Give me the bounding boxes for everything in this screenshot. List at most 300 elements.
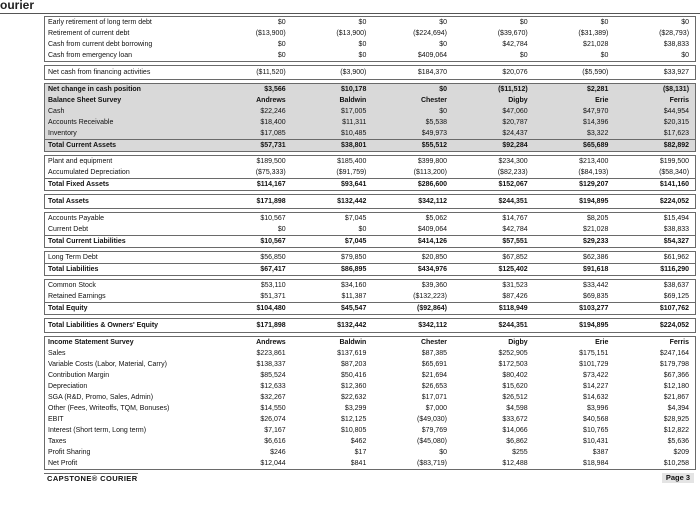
column-header: Andrews xyxy=(256,339,286,346)
row-label: Cash from emergency loan xyxy=(48,52,133,59)
cell-value: $57,731 xyxy=(260,142,286,149)
cell-value: $116,290 xyxy=(660,266,690,273)
row-label: Retained Earnings xyxy=(48,293,106,300)
cell-value: $224,052 xyxy=(659,322,690,329)
long-term-row xyxy=(45,252,695,263)
cell-value: ($28,793) xyxy=(659,30,690,37)
cell-value: $7,167 xyxy=(264,427,286,434)
cell-value: $11,311 xyxy=(342,119,367,126)
cell-value: $69,125 xyxy=(663,293,690,300)
fixed-asset-row xyxy=(45,156,695,167)
cell-value: $69,835 xyxy=(583,293,609,300)
cell-value: $22,632 xyxy=(341,394,367,401)
cell-value: $194,895 xyxy=(579,198,609,205)
row-label: Taxes xyxy=(48,438,67,445)
cell-value: $10,567 xyxy=(260,215,286,222)
financing-row xyxy=(45,39,695,50)
cell-value: $387 xyxy=(592,449,609,456)
cell-value: $0 xyxy=(681,52,690,59)
cell-value: $0 xyxy=(600,52,609,59)
net-financing-row-wrap xyxy=(45,66,695,79)
cell-value: $129,207 xyxy=(579,181,609,188)
cell-value: $24,437 xyxy=(502,130,528,137)
cell-value: $2,281 xyxy=(586,86,609,93)
fixed-assets-rows xyxy=(45,156,695,190)
cell-value: $21,028 xyxy=(583,226,609,233)
income-header-row xyxy=(45,337,695,348)
cell-value: $132,442 xyxy=(337,322,367,329)
column-header: Ferris xyxy=(669,339,690,346)
cell-value: $12,044 xyxy=(260,460,286,467)
cell-value: ($82,233) xyxy=(497,169,528,176)
cell-value: $82,892 xyxy=(663,142,690,149)
cell-value: $34,160 xyxy=(341,282,367,289)
cell-value: $462 xyxy=(350,438,367,445)
cell-value: $125,402 xyxy=(498,266,528,273)
row-label: Retirement of current debt xyxy=(48,30,130,37)
income-row xyxy=(45,359,695,370)
cell-value: $184,370 xyxy=(417,69,448,76)
cell-value: $15,620 xyxy=(502,383,528,390)
column-header: Digby xyxy=(508,97,528,104)
cell-value: $7,000 xyxy=(425,405,448,412)
cell-value: $185,400 xyxy=(337,158,367,165)
cell-value: $26,512 xyxy=(502,394,528,401)
cell-value: $5,062 xyxy=(425,215,448,222)
cell-value: $104,480 xyxy=(256,305,286,312)
cell-value: $14,767 xyxy=(502,215,528,222)
cell-value: $0 xyxy=(439,86,448,93)
row-label: Depreciation xyxy=(48,383,88,390)
cell-value: $87,203 xyxy=(341,361,367,368)
cell-value: $39,360 xyxy=(421,282,448,289)
cell-value: $18,400 xyxy=(260,119,286,126)
cell-value: ($84,193) xyxy=(578,169,609,176)
cell-value: $3,566 xyxy=(264,86,286,93)
balance-header-row xyxy=(45,95,695,106)
cell-value: $252,905 xyxy=(498,350,528,357)
financing-rows xyxy=(45,17,695,61)
cell-value: $49,973 xyxy=(421,130,448,137)
cell-value: $3,299 xyxy=(344,405,367,412)
cell-value: $10,765 xyxy=(583,427,609,434)
cell-value: $47,970 xyxy=(583,108,609,115)
cell-value: $87,385 xyxy=(421,350,448,357)
cell-value: $5,538 xyxy=(425,119,448,126)
cell-value: $0 xyxy=(439,449,448,456)
cell-value: $6,862 xyxy=(506,438,528,445)
cell-value: $11,387 xyxy=(341,293,367,300)
row-label: Profit Sharing xyxy=(48,449,91,456)
column-header: Andrews xyxy=(256,97,286,104)
cell-value: $286,600 xyxy=(417,181,448,188)
net-financing-section xyxy=(44,65,696,80)
cell-value: $21,028 xyxy=(583,41,609,48)
cell-value: $179,798 xyxy=(659,361,690,368)
equity-rows xyxy=(45,280,695,314)
cell-value: $92,284 xyxy=(502,142,528,149)
page-header xyxy=(0,0,700,14)
income-row xyxy=(45,447,695,458)
page-header-title: ourier xyxy=(0,0,35,12)
cell-value: $132,442 xyxy=(337,198,367,205)
row-label: Cash xyxy=(48,108,65,115)
total-assets-section xyxy=(44,194,696,209)
cell-value: $22,246 xyxy=(260,108,286,115)
row-label: Contribution Margin xyxy=(48,372,110,379)
cell-value: $12,822 xyxy=(663,427,690,434)
cell-value: $26,653 xyxy=(421,383,448,390)
cell-value: $28,925 xyxy=(663,416,690,423)
income-row xyxy=(45,414,695,425)
cell-value: $255 xyxy=(512,449,528,456)
cell-value: $209 xyxy=(673,449,690,456)
cell-value: $26,074 xyxy=(260,416,286,423)
cell-value: ($39,670) xyxy=(497,30,528,37)
equity-section xyxy=(44,279,696,315)
column-header: Baldwin xyxy=(339,97,367,104)
cell-value: $0 xyxy=(277,19,286,26)
cell-value: $79,769 xyxy=(421,427,448,434)
current-asset-row xyxy=(45,128,695,139)
total-liab-equity-row xyxy=(45,319,695,332)
current-asset-row xyxy=(45,117,695,128)
cell-value: $189,500 xyxy=(256,158,286,165)
row-label: SGA (R&D, Promo, Sales, Admin) xyxy=(48,394,154,401)
cell-value: $17 xyxy=(354,449,367,456)
cell-value: $10,805 xyxy=(341,427,367,434)
cell-value: $414,126 xyxy=(417,238,448,245)
row-label: Interest (Short term, Long term) xyxy=(48,427,147,434)
cell-value: $79,850 xyxy=(341,254,367,261)
cell-value: $21,694 xyxy=(421,372,448,379)
cell-value: $17,623 xyxy=(663,130,690,137)
cell-value: $171,898 xyxy=(256,198,286,205)
cell-value: $10,485 xyxy=(341,130,367,137)
fixed-assets-section xyxy=(44,155,696,191)
row-label: Sales xyxy=(48,350,66,357)
cell-value: $38,833 xyxy=(663,41,690,48)
row-label: Accounts Payable xyxy=(48,215,105,222)
cell-value: $15,494 xyxy=(663,215,690,222)
cell-value: $80,402 xyxy=(502,372,528,379)
cell-value: $114,167 xyxy=(256,181,286,188)
income-row xyxy=(45,458,695,469)
cell-value: $0 xyxy=(519,52,528,59)
row-label: Total Fixed Assets xyxy=(48,181,110,188)
row-label: Plant and equipment xyxy=(48,158,113,165)
row-label: Net change in cash position xyxy=(48,86,141,93)
cell-value: $7,045 xyxy=(344,215,367,222)
total-assets-row xyxy=(45,195,695,208)
cell-value: $17,071 xyxy=(421,394,448,401)
income-row xyxy=(45,348,695,359)
income-rows xyxy=(45,348,695,469)
cell-value: $4,394 xyxy=(667,405,690,412)
cell-value: ($13,900) xyxy=(255,30,286,37)
cell-value: $38,801 xyxy=(341,142,367,149)
financing-section xyxy=(44,16,696,62)
income-row xyxy=(45,425,695,436)
cell-value: $0 xyxy=(358,226,367,233)
cell-value: $12,633 xyxy=(260,383,286,390)
balance-header-label: Balance Sheet Survey xyxy=(48,97,122,104)
cell-value: $409,064 xyxy=(417,226,448,233)
report-sheet xyxy=(44,16,696,483)
cell-value: $152,067 xyxy=(498,181,528,188)
row-label: Early retirement of long term debt xyxy=(48,19,152,26)
cell-value: $20,315 xyxy=(663,119,690,126)
income-statement-section xyxy=(44,336,696,470)
cell-value: $0 xyxy=(358,19,367,26)
cell-value: $3,322 xyxy=(586,130,609,137)
net-change-row-wrap xyxy=(45,84,695,95)
cell-value: $194,895 xyxy=(579,322,609,329)
cell-value: $107,762 xyxy=(659,305,690,312)
cell-value: ($11,512) xyxy=(498,86,528,93)
cell-value: $199,500 xyxy=(659,158,690,165)
long-term-row xyxy=(45,263,695,275)
fixed-asset-row xyxy=(45,167,695,178)
cell-value: $12,488 xyxy=(502,460,528,467)
page-number: Page 3 xyxy=(662,473,694,483)
net-change-row xyxy=(45,84,695,95)
cell-value: $434,976 xyxy=(417,266,448,273)
income-row xyxy=(45,403,695,414)
cell-value: $54,327 xyxy=(663,238,690,245)
cell-value: $0 xyxy=(600,19,609,26)
cell-value: ($49,030) xyxy=(417,416,448,423)
cell-value: $33,442 xyxy=(583,282,609,289)
cell-value: ($132,223) xyxy=(413,293,448,300)
row-label: Net cash from financing activities xyxy=(48,69,151,76)
header-rule xyxy=(0,13,700,14)
cell-value: $12,360 xyxy=(341,383,367,390)
cell-value: $61,962 xyxy=(663,254,690,261)
cell-value: ($91,759) xyxy=(336,169,367,176)
row-label: Total Assets xyxy=(48,198,89,205)
row-label: Accounts Receivable xyxy=(48,119,114,126)
cell-value: $0 xyxy=(439,108,448,115)
cell-value: ($113,200) xyxy=(413,169,448,176)
current-liability-row xyxy=(45,213,695,224)
row-label: EBIT xyxy=(48,416,64,423)
cell-value: $6,616 xyxy=(264,438,286,445)
cell-value: $47,060 xyxy=(502,108,528,115)
cell-value: $65,689 xyxy=(583,142,609,149)
current-asset-row xyxy=(45,106,695,117)
cell-value: $73,422 xyxy=(583,372,609,379)
cell-value: $42,784 xyxy=(502,41,528,48)
cell-value: $10,178 xyxy=(341,86,367,93)
cell-value: ($83,719) xyxy=(417,460,448,467)
row-label: Current Debt xyxy=(48,226,89,233)
cell-value: $246 xyxy=(270,449,286,456)
cell-value: $33,672 xyxy=(502,416,528,423)
cell-value: $138,337 xyxy=(256,361,286,368)
column-header: Chester xyxy=(420,339,448,346)
cell-value: $55,512 xyxy=(421,142,448,149)
row-label: Common Stock xyxy=(48,282,96,289)
row-label: Inventory xyxy=(48,130,77,137)
total-liab-equity-section xyxy=(44,318,696,333)
capstone-courier-brand: CAPSTONE® COURIER xyxy=(44,473,138,484)
cell-value: $5,636 xyxy=(667,438,690,445)
row-label: Total Liabilities xyxy=(48,266,99,273)
cell-value: $0 xyxy=(681,19,690,26)
column-header: Erie xyxy=(595,97,609,104)
cell-value: $171,898 xyxy=(256,322,286,329)
income-header-label: Income Statement Survey xyxy=(48,339,134,346)
fixed-asset-row xyxy=(45,178,695,190)
cell-value: $50,416 xyxy=(341,372,367,379)
cell-value: $224,052 xyxy=(659,198,690,205)
cell-value: $141,160 xyxy=(659,181,690,188)
cell-value: ($224,694) xyxy=(413,30,448,37)
cell-value: ($3,900) xyxy=(340,69,367,76)
cell-value: $0 xyxy=(277,226,286,233)
cell-value: $10,258 xyxy=(663,460,690,467)
cell-value: $17,005 xyxy=(341,108,367,115)
cell-value: $0 xyxy=(439,19,448,26)
row-label: Accumulated Depreciation xyxy=(48,169,130,176)
cell-value: $399,800 xyxy=(417,158,448,165)
column-header: Digby xyxy=(508,339,528,346)
long-term-section xyxy=(44,251,696,276)
current-liabilities-section xyxy=(44,212,696,248)
cell-value: $33,927 xyxy=(663,69,690,76)
row-label: Other (Fees, Writeoffs, TQM, Bonuses) xyxy=(48,405,170,412)
cell-value: $244,351 xyxy=(498,198,528,205)
cell-value: $40,568 xyxy=(583,416,609,423)
cell-value: $244,351 xyxy=(498,322,528,329)
cell-value: $67,852 xyxy=(502,254,528,261)
cell-value: $21,867 xyxy=(663,394,690,401)
row-label: Cash from current debt borrowing xyxy=(48,41,153,48)
long-term-rows xyxy=(45,252,695,275)
cell-value: $29,233 xyxy=(583,238,609,245)
cell-value: $38,833 xyxy=(663,226,690,233)
total-liab-equity-row-wrap xyxy=(45,319,695,332)
cell-value: $14,632 xyxy=(583,394,609,401)
total-assets-row-wrap xyxy=(45,195,695,208)
cell-value: ($5,590) xyxy=(582,69,609,76)
current-assets-rows xyxy=(45,106,695,151)
column-header: Erie xyxy=(595,339,609,346)
net-financing-row xyxy=(45,66,695,79)
cell-value: $247,164 xyxy=(659,350,690,357)
row-label: Total Current Assets xyxy=(48,142,117,149)
cell-value: ($13,900) xyxy=(336,30,367,37)
cell-value: $10,431 xyxy=(583,438,609,445)
cell-value: $12,125 xyxy=(341,416,367,423)
cell-value: $14,550 xyxy=(260,405,286,412)
row-label: Total Equity xyxy=(48,305,88,312)
income-row xyxy=(45,381,695,392)
cell-value: $409,064 xyxy=(417,52,448,59)
cell-value: $20,787 xyxy=(502,119,528,126)
cell-value: $0 xyxy=(277,41,286,48)
current-liability-row xyxy=(45,224,695,235)
cell-value: ($31,389) xyxy=(578,30,609,37)
cell-value: $51,371 xyxy=(260,293,286,300)
cell-value: $172,503 xyxy=(498,361,528,368)
current-liability-row xyxy=(45,235,695,247)
cell-value: $342,112 xyxy=(418,322,448,329)
cell-value: $65,691 xyxy=(421,361,448,368)
current-asset-row xyxy=(45,139,695,151)
cell-value: $0 xyxy=(358,41,367,48)
cell-value: $0 xyxy=(439,41,448,48)
cell-value: $86,895 xyxy=(341,266,367,273)
cell-value: $67,366 xyxy=(663,372,690,379)
cell-value: $91,618 xyxy=(583,266,609,273)
cell-value: $93,641 xyxy=(341,181,367,188)
financing-row xyxy=(45,28,695,39)
cell-value: $57,551 xyxy=(502,238,528,245)
balance-sheet-section xyxy=(44,83,696,152)
income-row xyxy=(45,436,695,447)
cell-value: ($75,333) xyxy=(255,169,286,176)
cell-value: $0 xyxy=(358,52,367,59)
current-liabilities-rows xyxy=(45,213,695,247)
cell-value: $32,267 xyxy=(260,394,286,401)
cell-value: $137,619 xyxy=(337,350,367,357)
cell-value: $342,112 xyxy=(418,198,448,205)
cell-value: $0 xyxy=(277,52,286,59)
cell-value: $841 xyxy=(350,460,367,467)
cell-value: $3,996 xyxy=(586,405,609,412)
cell-value: ($8,131) xyxy=(662,86,690,93)
cell-value: $53,110 xyxy=(260,282,286,289)
cell-value: $4,598 xyxy=(506,405,528,412)
cell-value: $56,850 xyxy=(260,254,286,261)
cell-value: $44,954 xyxy=(663,108,690,115)
cell-value: $67,417 xyxy=(260,266,286,273)
cell-value: $213,400 xyxy=(579,158,609,165)
cell-value: $8,205 xyxy=(586,215,609,222)
equity-row xyxy=(45,291,695,302)
cell-value: $20,850 xyxy=(421,254,448,261)
cell-value: $12,180 xyxy=(663,383,690,390)
cell-value: ($58,340) xyxy=(659,169,690,176)
report-footer xyxy=(44,473,696,483)
income-row xyxy=(45,392,695,403)
cell-value: $45,547 xyxy=(341,305,367,312)
cell-value: ($11,520) xyxy=(256,69,286,76)
cell-value: ($45,080) xyxy=(417,438,448,445)
cell-value: $234,300 xyxy=(498,158,528,165)
cell-value: $101,729 xyxy=(579,361,609,368)
cell-value: $87,426 xyxy=(502,293,528,300)
cell-value: $62,386 xyxy=(583,254,609,261)
row-label: Variable Costs (Labor, Material, Carry) xyxy=(48,361,167,368)
column-header: Ferris xyxy=(669,97,690,104)
cell-value: $14,396 xyxy=(583,119,609,126)
row-label: Total Current Liabilities xyxy=(48,238,126,245)
column-header: Chester xyxy=(420,97,448,104)
cell-value: $223,861 xyxy=(256,350,286,357)
financing-row xyxy=(45,50,695,61)
cell-value: $14,227 xyxy=(583,383,609,390)
cell-value: $0 xyxy=(519,19,528,26)
cell-value: $118,949 xyxy=(498,305,528,312)
cell-value: ($92,864) xyxy=(417,305,448,312)
cell-value: $14,066 xyxy=(502,427,528,434)
cell-value: $103,277 xyxy=(579,305,609,312)
row-label: Total Liabilities & Owners' Equity xyxy=(48,322,159,329)
equity-row xyxy=(45,302,695,314)
